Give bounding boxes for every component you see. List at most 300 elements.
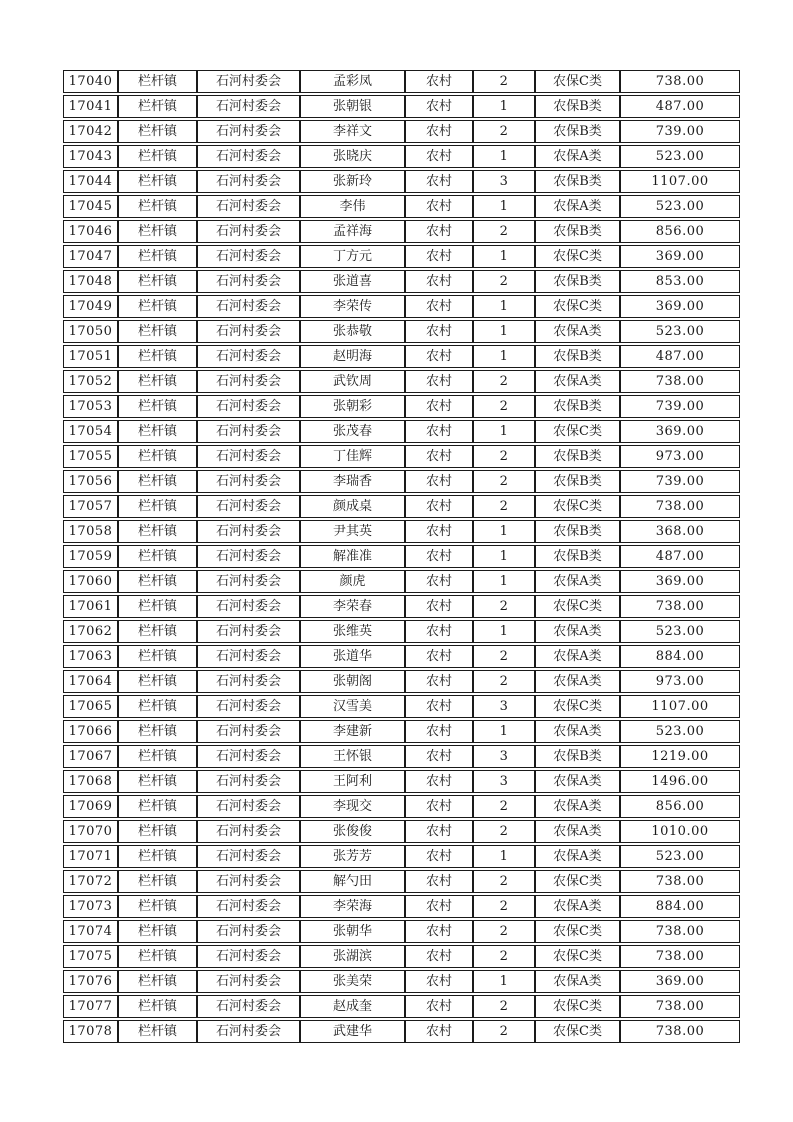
cell-person-count: 2 (473, 920, 535, 943)
cell-name: 解勺田 (300, 870, 405, 893)
cell-serial: 17067 (63, 745, 118, 768)
cell-serial: 17054 (63, 420, 118, 443)
cell-person-count: 2 (473, 370, 535, 393)
cell-residence: 农村 (405, 70, 473, 93)
cell-village: 石河村委会 (197, 770, 300, 793)
cell-village: 石河村委会 (197, 520, 300, 543)
cell-residence: 农村 (405, 570, 473, 593)
cell-amount: 738.00 (620, 945, 740, 968)
cell-town: 栏杆镇 (118, 620, 197, 643)
cell-village: 石河村委会 (197, 920, 300, 943)
cell-village: 石河村委会 (197, 95, 300, 118)
cell-name: 张道喜 (300, 270, 405, 293)
cell-name: 赵明海 (300, 345, 405, 368)
table-row (63, 870, 740, 893)
cell-name: 李荣传 (300, 295, 405, 318)
cell-serial: 17061 (63, 595, 118, 618)
table-row (63, 545, 740, 568)
cell-insurance-category: 农保A类 (535, 795, 620, 818)
cell-person-count: 1 (473, 520, 535, 543)
cell-residence: 农村 (405, 170, 473, 193)
cell-amount: 738.00 (620, 995, 740, 1018)
cell-name: 赵成奎 (300, 995, 405, 1018)
cell-village: 石河村委会 (197, 670, 300, 693)
cell-person-count: 1 (473, 345, 535, 368)
cell-insurance-category: 农保B类 (535, 445, 620, 468)
table-row (63, 1020, 740, 1043)
cell-amount: 523.00 (620, 195, 740, 218)
cell-residence: 农村 (405, 770, 473, 793)
cell-insurance-category: 农保A类 (535, 820, 620, 843)
cell-residence: 农村 (405, 695, 473, 718)
cell-residence: 农村 (405, 945, 473, 968)
cell-person-count: 1 (473, 970, 535, 993)
cell-residence: 农村 (405, 545, 473, 568)
cell-serial: 17059 (63, 545, 118, 568)
table-row (63, 170, 740, 193)
cell-serial: 17051 (63, 345, 118, 368)
cell-name: 颜虎 (300, 570, 405, 593)
cell-town: 栏杆镇 (118, 870, 197, 893)
cell-serial: 17076 (63, 970, 118, 993)
table-row (63, 270, 740, 293)
cell-amount: 369.00 (620, 970, 740, 993)
cell-amount: 523.00 (620, 620, 740, 643)
cell-person-count: 1 (473, 95, 535, 118)
cell-residence: 农村 (405, 295, 473, 318)
table-row (63, 945, 740, 968)
cell-name: 李瑞香 (300, 470, 405, 493)
cell-insurance-category: 农保A类 (535, 370, 620, 393)
cell-insurance-category: 农保B类 (535, 745, 620, 768)
cell-insurance-category: 农保C类 (535, 995, 620, 1018)
cell-amount: 369.00 (620, 295, 740, 318)
table-row (63, 770, 740, 793)
table-row (63, 320, 740, 343)
cell-town: 栏杆镇 (118, 720, 197, 743)
cell-town: 栏杆镇 (118, 220, 197, 243)
cell-residence: 农村 (405, 1020, 473, 1043)
cell-name: 李伟 (300, 195, 405, 218)
table-row (63, 845, 740, 868)
cell-amount: 973.00 (620, 445, 740, 468)
cell-village: 石河村委会 (197, 145, 300, 168)
cell-town: 栏杆镇 (118, 970, 197, 993)
cell-serial: 17057 (63, 495, 118, 518)
cell-residence: 农村 (405, 495, 473, 518)
cell-village: 石河村委会 (197, 645, 300, 668)
cell-town: 栏杆镇 (118, 170, 197, 193)
cell-serial: 17053 (63, 395, 118, 418)
table-row (63, 245, 740, 268)
table-row (63, 295, 740, 318)
cell-residence: 农村 (405, 470, 473, 493)
cell-residence: 农村 (405, 95, 473, 118)
cell-serial: 17072 (63, 870, 118, 893)
cell-serial: 17047 (63, 245, 118, 268)
cell-village: 石河村委会 (197, 320, 300, 343)
cell-insurance-category: 农保A类 (535, 645, 620, 668)
cell-town: 栏杆镇 (118, 145, 197, 168)
cell-town: 栏杆镇 (118, 95, 197, 118)
cell-town: 栏杆镇 (118, 520, 197, 543)
cell-residence: 农村 (405, 270, 473, 293)
cell-town: 栏杆镇 (118, 395, 197, 418)
cell-name: 张朝华 (300, 920, 405, 943)
cell-amount: 1107.00 (620, 695, 740, 718)
cell-name: 孟彩凤 (300, 70, 405, 93)
cell-person-count: 1 (473, 620, 535, 643)
cell-amount: 523.00 (620, 720, 740, 743)
cell-amount: 738.00 (620, 920, 740, 943)
cell-amount: 738.00 (620, 70, 740, 93)
cell-village: 石河村委会 (197, 470, 300, 493)
cell-name: 武钦周 (300, 370, 405, 393)
cell-insurance-category: 农保C类 (535, 595, 620, 618)
cell-town: 栏杆镇 (118, 245, 197, 268)
cell-town: 栏杆镇 (118, 695, 197, 718)
cell-insurance-category: 农保C类 (535, 295, 620, 318)
cell-person-count: 1 (473, 545, 535, 568)
cell-village: 石河村委会 (197, 195, 300, 218)
table-row (63, 470, 740, 493)
cell-serial: 17077 (63, 995, 118, 1018)
cell-serial: 17048 (63, 270, 118, 293)
cell-name: 李现交 (300, 795, 405, 818)
cell-person-count: 2 (473, 120, 535, 143)
cell-amount: 856.00 (620, 795, 740, 818)
cell-residence: 农村 (405, 895, 473, 918)
cell-village: 石河村委会 (197, 970, 300, 993)
cell-residence: 农村 (405, 845, 473, 868)
cell-person-count: 2 (473, 895, 535, 918)
cell-residence: 农村 (405, 445, 473, 468)
cell-person-count: 2 (473, 470, 535, 493)
cell-village: 石河村委会 (197, 595, 300, 618)
table-row (63, 570, 740, 593)
cell-town: 栏杆镇 (118, 995, 197, 1018)
cell-person-count: 1 (473, 245, 535, 268)
table-row (63, 695, 740, 718)
cell-name: 李荣春 (300, 595, 405, 618)
cell-amount: 738.00 (620, 495, 740, 518)
cell-amount: 369.00 (620, 420, 740, 443)
cell-name: 王怀银 (300, 745, 405, 768)
cell-insurance-category: 农保A类 (535, 720, 620, 743)
table-row (63, 795, 740, 818)
cell-amount: 487.00 (620, 95, 740, 118)
cell-person-count: 2 (473, 995, 535, 1018)
cell-name: 尹其英 (300, 520, 405, 543)
insurance-roster-table (63, 68, 740, 1045)
cell-village: 石河村委会 (197, 570, 300, 593)
cell-person-count: 1 (473, 845, 535, 868)
cell-serial: 17078 (63, 1020, 118, 1043)
cell-person-count: 2 (473, 595, 535, 618)
cell-insurance-category: 农保C类 (535, 870, 620, 893)
cell-residence: 农村 (405, 820, 473, 843)
cell-village: 石河村委会 (197, 695, 300, 718)
cell-town: 栏杆镇 (118, 845, 197, 868)
cell-serial: 17070 (63, 820, 118, 843)
cell-serial: 17046 (63, 220, 118, 243)
cell-amount: 738.00 (620, 870, 740, 893)
cell-name: 汉雪美 (300, 695, 405, 718)
table-row (63, 370, 740, 393)
cell-serial: 17068 (63, 770, 118, 793)
cell-amount: 1219.00 (620, 745, 740, 768)
cell-person-count: 2 (473, 670, 535, 693)
table-row (63, 620, 740, 643)
cell-serial: 17073 (63, 895, 118, 918)
cell-amount: 739.00 (620, 120, 740, 143)
cell-person-count: 2 (473, 820, 535, 843)
cell-residence: 农村 (405, 520, 473, 543)
cell-residence: 农村 (405, 320, 473, 343)
cell-name: 孟祥海 (300, 220, 405, 243)
cell-town: 栏杆镇 (118, 595, 197, 618)
cell-town: 栏杆镇 (118, 820, 197, 843)
cell-village: 石河村委会 (197, 270, 300, 293)
cell-town: 栏杆镇 (118, 295, 197, 318)
cell-village: 石河村委会 (197, 370, 300, 393)
table-row (63, 670, 740, 693)
cell-name: 张恭敬 (300, 320, 405, 343)
cell-amount: 739.00 (620, 395, 740, 418)
cell-serial: 17042 (63, 120, 118, 143)
cell-amount: 853.00 (620, 270, 740, 293)
cell-village: 石河村委会 (197, 120, 300, 143)
cell-amount: 884.00 (620, 645, 740, 668)
cell-insurance-category: 农保A类 (535, 670, 620, 693)
cell-residence: 农村 (405, 595, 473, 618)
cell-serial: 17043 (63, 145, 118, 168)
cell-person-count: 2 (473, 645, 535, 668)
cell-insurance-category: 农保B类 (535, 95, 620, 118)
cell-serial: 17064 (63, 670, 118, 693)
cell-insurance-category: 农保A类 (535, 145, 620, 168)
cell-village: 石河村委会 (197, 545, 300, 568)
cell-name: 解准准 (300, 545, 405, 568)
cell-town: 栏杆镇 (118, 795, 197, 818)
cell-insurance-category: 农保A类 (535, 570, 620, 593)
cell-name: 丁佳辉 (300, 445, 405, 468)
cell-residence: 农村 (405, 395, 473, 418)
cell-serial: 17041 (63, 95, 118, 118)
cell-village: 石河村委会 (197, 995, 300, 1018)
cell-residence: 农村 (405, 195, 473, 218)
cell-insurance-category: 农保C类 (535, 70, 620, 93)
cell-town: 栏杆镇 (118, 495, 197, 518)
cell-town: 栏杆镇 (118, 670, 197, 693)
cell-residence: 农村 (405, 995, 473, 1018)
cell-village: 石河村委会 (197, 1020, 300, 1043)
cell-town: 栏杆镇 (118, 420, 197, 443)
cell-name: 丁方元 (300, 245, 405, 268)
cell-serial: 17045 (63, 195, 118, 218)
cell-residence: 农村 (405, 420, 473, 443)
cell-residence: 农村 (405, 795, 473, 818)
cell-town: 栏杆镇 (118, 545, 197, 568)
cell-person-count: 1 (473, 570, 535, 593)
cell-name: 张朝阁 (300, 670, 405, 693)
cell-person-count: 1 (473, 295, 535, 318)
cell-insurance-category: 农保C类 (535, 695, 620, 718)
cell-person-count: 1 (473, 320, 535, 343)
cell-insurance-category: 农保C类 (535, 420, 620, 443)
cell-town: 栏杆镇 (118, 320, 197, 343)
cell-name: 张朝银 (300, 95, 405, 118)
cell-name: 张维英 (300, 620, 405, 643)
cell-insurance-category: 农保C类 (535, 945, 620, 968)
cell-town: 栏杆镇 (118, 645, 197, 668)
cell-name: 张湖滨 (300, 945, 405, 968)
table-row (63, 595, 740, 618)
cell-town: 栏杆镇 (118, 745, 197, 768)
cell-residence: 农村 (405, 145, 473, 168)
cell-village: 石河村委会 (197, 495, 300, 518)
cell-insurance-category: 农保B类 (535, 120, 620, 143)
cell-serial: 17056 (63, 470, 118, 493)
cell-serial: 17052 (63, 370, 118, 393)
cell-insurance-category: 农保C类 (535, 1020, 620, 1043)
cell-town: 栏杆镇 (118, 120, 197, 143)
cell-insurance-category: 农保B类 (535, 470, 620, 493)
table-row (63, 645, 740, 668)
cell-insurance-category: 农保A类 (535, 845, 620, 868)
cell-person-count: 2 (473, 220, 535, 243)
cell-person-count: 2 (473, 795, 535, 818)
cell-insurance-category: 农保B类 (535, 270, 620, 293)
cell-town: 栏杆镇 (118, 1020, 197, 1043)
cell-name: 李荣海 (300, 895, 405, 918)
cell-insurance-category: 农保A类 (535, 320, 620, 343)
cell-village: 石河村委会 (197, 945, 300, 968)
table-row (63, 820, 740, 843)
cell-amount: 738.00 (620, 370, 740, 393)
cell-person-count: 1 (473, 195, 535, 218)
cell-village: 石河村委会 (197, 295, 300, 318)
cell-residence: 农村 (405, 970, 473, 993)
cell-serial: 17066 (63, 720, 118, 743)
cell-residence: 农村 (405, 220, 473, 243)
table-row (63, 95, 740, 118)
cell-village: 石河村委会 (197, 170, 300, 193)
cell-name: 张晓庆 (300, 145, 405, 168)
cell-village: 石河村委会 (197, 70, 300, 93)
table-row (63, 195, 740, 218)
cell-name: 张道华 (300, 645, 405, 668)
cell-insurance-category: 农保B类 (535, 545, 620, 568)
cell-amount: 884.00 (620, 895, 740, 918)
cell-person-count: 2 (473, 445, 535, 468)
cell-person-count: 2 (473, 1020, 535, 1043)
table-row (63, 220, 740, 243)
cell-amount: 738.00 (620, 595, 740, 618)
cell-person-count: 3 (473, 170, 535, 193)
cell-person-count: 2 (473, 270, 535, 293)
cell-amount: 487.00 (620, 545, 740, 568)
cell-serial: 17055 (63, 445, 118, 468)
cell-name: 张茂春 (300, 420, 405, 443)
cell-insurance-category: 农保A类 (535, 195, 620, 218)
cell-serial: 17075 (63, 945, 118, 968)
cell-person-count: 2 (473, 70, 535, 93)
cell-person-count: 3 (473, 770, 535, 793)
cell-person-count: 2 (473, 945, 535, 968)
cell-person-count: 3 (473, 745, 535, 768)
cell-serial: 17050 (63, 320, 118, 343)
cell-name: 李建新 (300, 720, 405, 743)
cell-serial: 17063 (63, 645, 118, 668)
cell-amount: 1010.00 (620, 820, 740, 843)
cell-village: 石河村委会 (197, 220, 300, 243)
cell-serial: 17049 (63, 295, 118, 318)
cell-amount: 487.00 (620, 345, 740, 368)
cell-insurance-category: 农保C类 (535, 920, 620, 943)
cell-insurance-category: 农保A类 (535, 620, 620, 643)
table-row (63, 895, 740, 918)
cell-person-count: 2 (473, 870, 535, 893)
cell-name: 张美荣 (300, 970, 405, 993)
cell-amount: 856.00 (620, 220, 740, 243)
table-row (63, 345, 740, 368)
table-row (63, 70, 740, 93)
cell-village: 石河村委会 (197, 420, 300, 443)
cell-town: 栏杆镇 (118, 345, 197, 368)
cell-serial: 17044 (63, 170, 118, 193)
table-row (63, 920, 740, 943)
cell-town: 栏杆镇 (118, 920, 197, 943)
cell-town: 栏杆镇 (118, 895, 197, 918)
cell-amount: 1107.00 (620, 170, 740, 193)
cell-name: 颜成桌 (300, 495, 405, 518)
cell-insurance-category: 农保B类 (535, 395, 620, 418)
cell-residence: 农村 (405, 370, 473, 393)
cell-person-count: 1 (473, 720, 535, 743)
cell-village: 石河村委会 (197, 720, 300, 743)
cell-name: 张新玲 (300, 170, 405, 193)
cell-serial: 17062 (63, 620, 118, 643)
cell-residence: 农村 (405, 120, 473, 143)
cell-insurance-category: 农保A类 (535, 770, 620, 793)
cell-name: 王阿利 (300, 770, 405, 793)
cell-village: 石河村委会 (197, 395, 300, 418)
table-row (63, 395, 740, 418)
table-row (63, 120, 740, 143)
cell-amount: 523.00 (620, 320, 740, 343)
cell-amount: 739.00 (620, 470, 740, 493)
cell-name: 张芳芳 (300, 845, 405, 868)
cell-insurance-category: 农保B类 (535, 170, 620, 193)
cell-town: 栏杆镇 (118, 370, 197, 393)
cell-town: 栏杆镇 (118, 945, 197, 968)
cell-amount: 1496.00 (620, 770, 740, 793)
cell-amount: 738.00 (620, 1020, 740, 1043)
cell-person-count: 3 (473, 695, 535, 718)
table-row (63, 145, 740, 168)
cell-residence: 农村 (405, 245, 473, 268)
cell-insurance-category: 农保B类 (535, 520, 620, 543)
cell-serial: 17069 (63, 795, 118, 818)
cell-insurance-category: 农保C类 (535, 495, 620, 518)
table-row (63, 970, 740, 993)
cell-amount: 368.00 (620, 520, 740, 543)
cell-village: 石河村委会 (197, 895, 300, 918)
cell-insurance-category: 农保B类 (535, 220, 620, 243)
table-row (63, 420, 740, 443)
cell-village: 石河村委会 (197, 445, 300, 468)
